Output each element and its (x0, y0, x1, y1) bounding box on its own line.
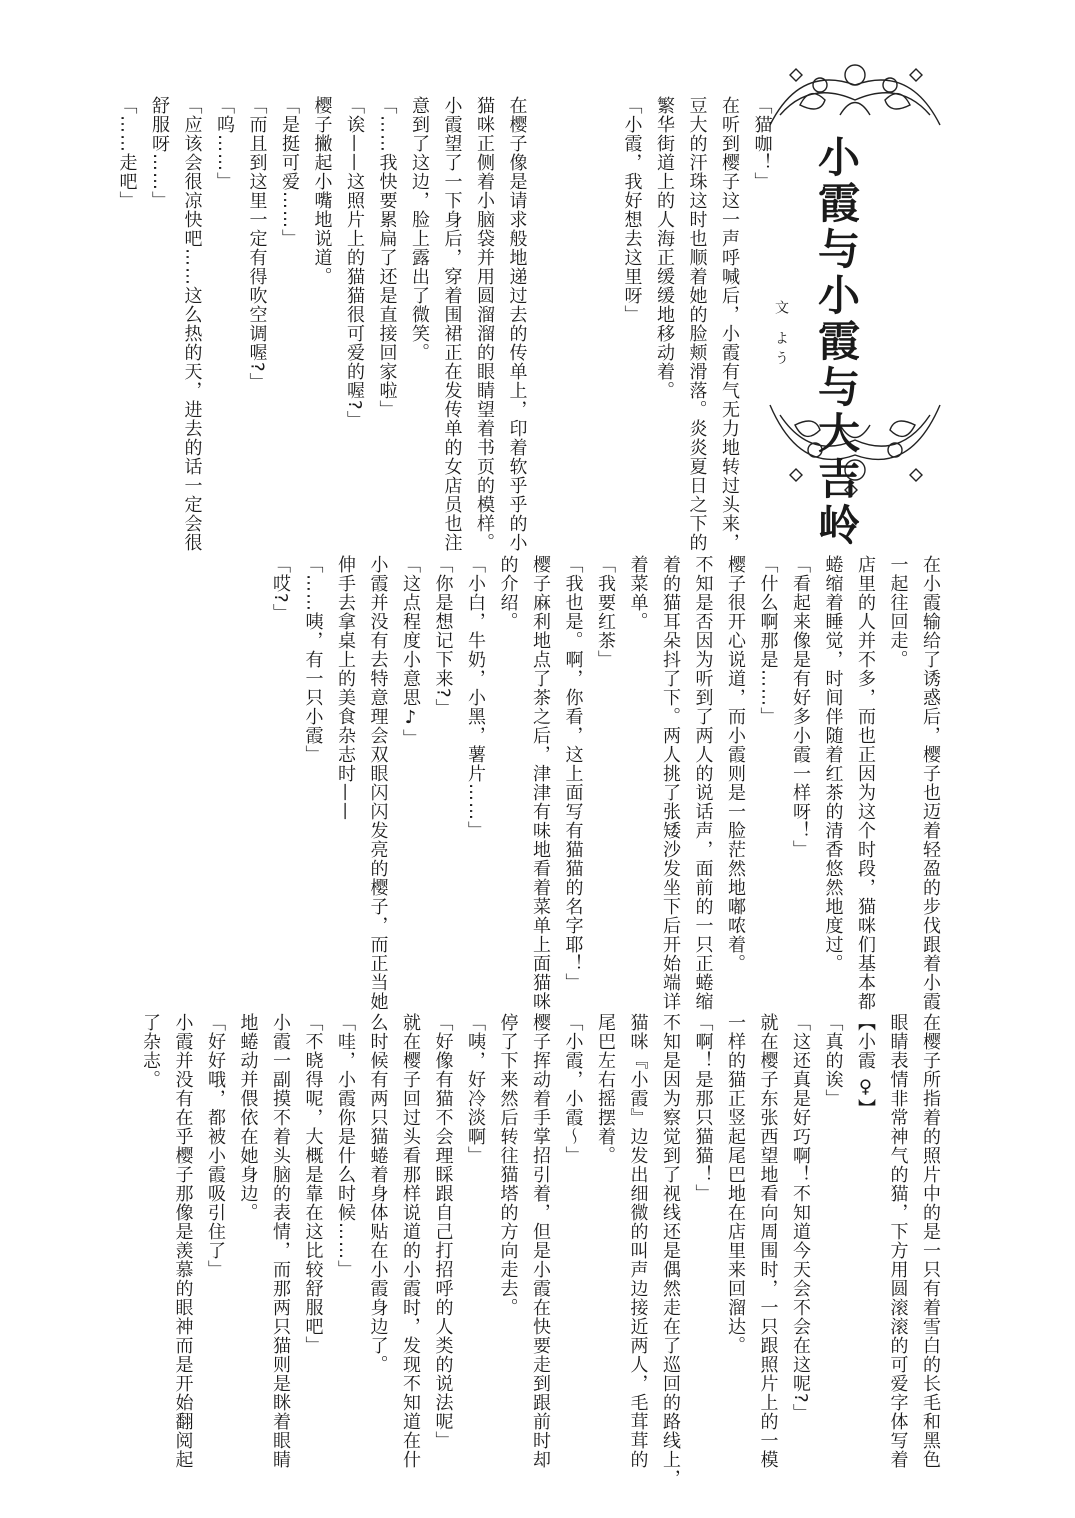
text-line: 了杂志。 (140, 1013, 161, 1089)
text-line: 「小白，牛奶，小黑，薯片……」 (465, 555, 486, 840)
text-line: 小霞并没有在乎樱子那像是羡慕的眼神而是开始翻阅起 (172, 1013, 194, 1469)
text-line: 蜷缩着睡觉，时间伴随着红茶的清香悠然地度过。 (822, 555, 844, 973)
text-column-bottom (106, 1013, 946, 1488)
text-line: 「什么啊那是……」 (757, 555, 779, 726)
text-line: 停了下来然后转往猫塔的方向走去。 (497, 1013, 519, 1317)
text-line: 「呜……」 (214, 96, 235, 191)
text-line: 「啊！是那只猫猫！」 (692, 1013, 714, 1203)
text-line: 「诶——这照片上的猫猫很可爱的喔?」 (344, 96, 365, 430)
text-line: 在樱子所指着的照片中的是一只有着雪白的长毛和黑色 (920, 1013, 941, 1469)
text-line: 就在樱子回过头看那样说道的小霞时，发现不知道在什 (400, 1013, 421, 1469)
text-line: 着菜单。 (627, 555, 649, 631)
text-line: 「咦，好冷淡啊」 (465, 1013, 486, 1165)
text-line: 「……走吧」 (116, 96, 138, 210)
text-line: 的介绍。 (497, 555, 519, 631)
text-line: 「真的诶」 (822, 1013, 844, 1108)
text-line: 眼睛表情非常神气的猫，下方用圆滚滚的可爱字体写着 (887, 1013, 909, 1469)
text-column-top-right (615, 96, 778, 552)
author-credit: 文 よう (773, 300, 789, 371)
text-line: 在听到樱子这一声呼喊后，小霞有气无力地转过头来， (719, 96, 740, 552)
text-line: 店里的人并不多，而也正因为这个时段，猫咪们基本都 (855, 555, 876, 1011)
text-line: 一起往回走。 (887, 555, 909, 669)
text-line: 「这还真是好巧啊！不知道今天会不会在这呢?」 (790, 1013, 811, 1423)
text-line: 意到了这边，脸上露出了微笑。 (409, 96, 430, 362)
text-line: 繁华街道上的人海正缓缓地移动着。 (654, 96, 675, 400)
text-line: 「应该会很凉快吧……这么热的天，进去的话一定会很 (181, 96, 203, 552)
text-line: 樱子麻利地点了茶之后，津津有味地看着菜单上面猫咪 (530, 555, 551, 1011)
text-line: 「我也是。啊，你看，这上面写有猫猫的名字耶！」 (562, 555, 584, 992)
text-line: 「你是想记下来?」 (432, 555, 454, 718)
text-line: 「不晓得呢，大概是靠在这比较舒服吧」 (302, 1013, 324, 1355)
text-line: 樱子撇起小嘴地说道。 (311, 96, 333, 286)
text-line: 就在樱子东张西望地看向周围时，一只跟照片上的一模 (757, 1013, 779, 1469)
story-title: 小霞与小霞与大吉岭 (812, 135, 861, 549)
text-line: 在樱子像是请求般地递过去的传单上，印着软乎乎的小 (506, 96, 528, 552)
floral-ornament-top-icon (760, 45, 950, 135)
text-line: 豆大的汗珠这时也顺着她的脸颊滑落。炎炎夏日之下的 (686, 96, 708, 552)
text-line: 「哎?」 (270, 555, 291, 623)
text-line: 「小霞，我好想去这里呀」 (621, 96, 643, 324)
text-line: 【小霞 ♀】 (855, 1013, 876, 1118)
text-line: 「小霞，小霞～」 (562, 1013, 584, 1165)
text-line: 小霞一副摸不着头脑的表情，而那两只猫则是眯着眼睛 (270, 1013, 291, 1469)
text-line: 「而且到这里一定有得吹空调喔?」 (246, 96, 268, 392)
text-line: 尾巴左右摇摆着。 (595, 1013, 616, 1165)
text-line: 樱子很开心说道，而小霞则是一脸茫然地嘟哝着。 (725, 555, 746, 973)
text-line: 猫咪『小霞』边发出细微的叫声边接近两人，毛茸茸的 (627, 1013, 649, 1469)
text-line: 地蜷动并偎依在她身边。 (237, 1013, 259, 1222)
text-line: 「好像有猫不会理睬跟自己打招呼的人类的说法呢」 (432, 1013, 454, 1450)
text-line: 「猫咖！」 (751, 96, 773, 191)
text-line: 舒服呀……」 (149, 96, 170, 210)
text-line: 「哇，小霞你是什么时候……」 (335, 1013, 356, 1279)
text-line: 小霞望了一下身后，穿着围裙正在发传单的女店员也注 (441, 96, 463, 552)
text-line: 「我要红茶」 (595, 555, 616, 669)
text-line: 「……咦，有一只小霞」 (302, 555, 324, 764)
text-line: 「这点程度小意思♪」 (400, 555, 421, 748)
text-column-middle (106, 555, 946, 1011)
text-column-top-left (110, 96, 533, 552)
text-line: 不知是否因为听到了两人的说话声，面前的一只正蜷缩 (692, 555, 714, 1011)
text-line: 樱子挥动着手掌招引着，但是小霞在快要走到跟前时却 (530, 1013, 551, 1469)
text-line: 么时候有两只猫蜷着身体贴在小霞身边了。 (367, 1013, 389, 1374)
text-line: 「看起来像是有好多小霞一样呀！」 (790, 555, 811, 859)
text-line: 「是挺可爱……」 (279, 96, 300, 248)
text-line: 小霞并没有去特意理会双眼闪闪发亮的樱子，而正当她 (367, 555, 389, 1011)
text-line: 不知是因为察觉到了视线还是偶然走在了巡回的路线上， (660, 1013, 681, 1488)
text-line: 一样的猫正竖起尾巴地在店里来回溜达。 (725, 1013, 746, 1355)
text-line: 「……我快要累扁了还是直接回家啦」 (376, 96, 398, 419)
text-line: 伸手去拿桌上的美食杂志时—— (335, 555, 356, 821)
text-line: 着的猫耳朵抖了下。两人挑了张矮沙发坐下后开始端详 (660, 555, 681, 1011)
text-line: 猫咪正侧着小脑袋并用圆溜溜的眼睛望着书页的模样。 (474, 96, 495, 552)
text-line: 「好好哦，都被小霞吸引住了」 (205, 1013, 226, 1279)
text-line: 在小霞输给了诱惑后，樱子也迈着轻盈的步伐跟着小霞 (920, 555, 941, 1011)
